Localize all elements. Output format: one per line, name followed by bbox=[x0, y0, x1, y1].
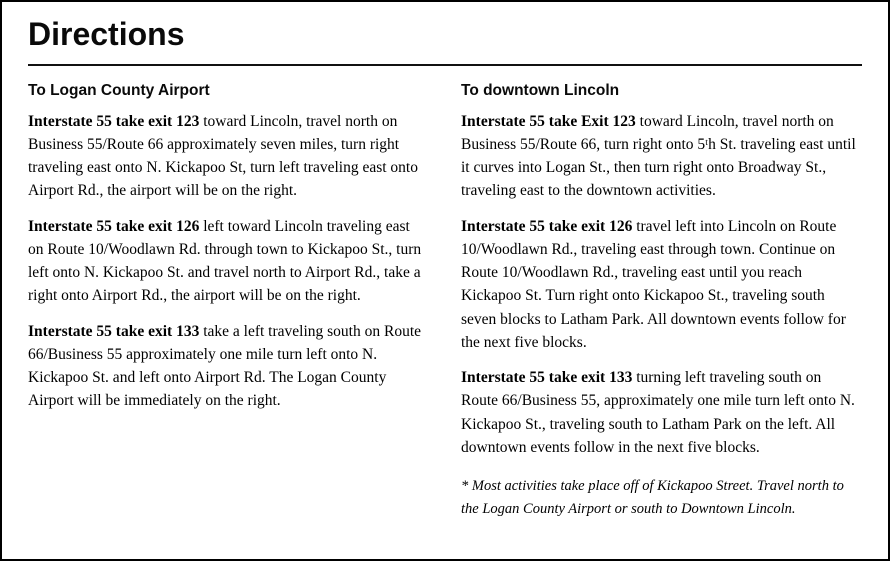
column-downtown bbox=[461, 80, 862, 522]
paragraph-text: turning left traveling south on Route 66/Business 55, approximately one mile turn left onto N. Kickapoo St., traveling south to Latham Park on the left. All downtown events follow in the next five blocks. bbox=[461, 369, 855, 456]
airport-heading: To Logan County Airport bbox=[28, 81, 210, 99]
paragraph-text: travel left into Lincoln on Route 10/Woodlawn Rd., traveling east through town. Continue on Route 10/Woodlawn Rd., traveling east until you reach Kickapoo St. Turn right onto Kickapoo St., traveling south seven blocks to Latham Park. All downtown events follow for the next five blocks. bbox=[461, 217, 846, 351]
paragraph-lead: Interstate 55 take exit 123 bbox=[28, 112, 200, 130]
airport-paragraph-exit-123 bbox=[28, 110, 429, 203]
paragraph-lead: Interstate 55 take exit 126 bbox=[461, 217, 633, 235]
paragraph-lead: Interstate 55 take Exit 123 bbox=[461, 112, 636, 130]
title-divider bbox=[28, 64, 862, 66]
paragraph-text: toward Lincoln, travel north on Business 55/Route 66, turn right onto 5ᵗh St. traveling east until it curves into Logan St., then turn right onto Broadway St., traveling east to the downtown activities. bbox=[461, 112, 856, 200]
downtown-paragraph-exit-126 bbox=[461, 215, 862, 355]
airport-paragraph-exit-126 bbox=[28, 215, 429, 308]
activities-footnote: * Most activities take place off of Kickapoo Street. Travel north to the Logan County Airport or south to Downtown Lincoln. bbox=[461, 478, 844, 518]
downtown-paragraph-exit-133 bbox=[461, 366, 862, 459]
column-airport bbox=[28, 80, 429, 425]
downtown-heading: To downtown Lincoln bbox=[461, 81, 620, 99]
airport-paragraph-exit-133 bbox=[28, 320, 429, 413]
downtown-paragraph-exit-123 bbox=[461, 110, 862, 203]
paragraph-text: left toward Lincoln traveling east on Route 10/Woodlawn Rd. through town to Kickapoo St., turn left onto N. Kickapoo St. and travel north to Airport Rd., take a right onto Airport Rd., the airport will be on the right. bbox=[28, 217, 422, 305]
paragraph-lead: Interstate 55 take exit 126 bbox=[28, 217, 200, 235]
paragraph-text: toward Lincoln, travel north on Business 55/Route 66 approximately seven miles, turn right traveling east onto N. Kickapoo St, turn left traveling east onto Airport Rd., the airport will be on the right. bbox=[28, 112, 418, 200]
paragraph-lead: Interstate 55 take exit 133 bbox=[461, 369, 633, 387]
page-title: Directions bbox=[28, 16, 185, 52]
paragraph-text: take a left traveling south on Route 66/Business 55 approximately one mile turn left onto N. Kickapoo St. and left onto Airport Rd. The Logan County Airport will be immediately on the right. bbox=[28, 322, 422, 410]
columns-container bbox=[28, 80, 862, 522]
paragraph-lead: Interstate 55 take exit 133 bbox=[28, 322, 200, 340]
